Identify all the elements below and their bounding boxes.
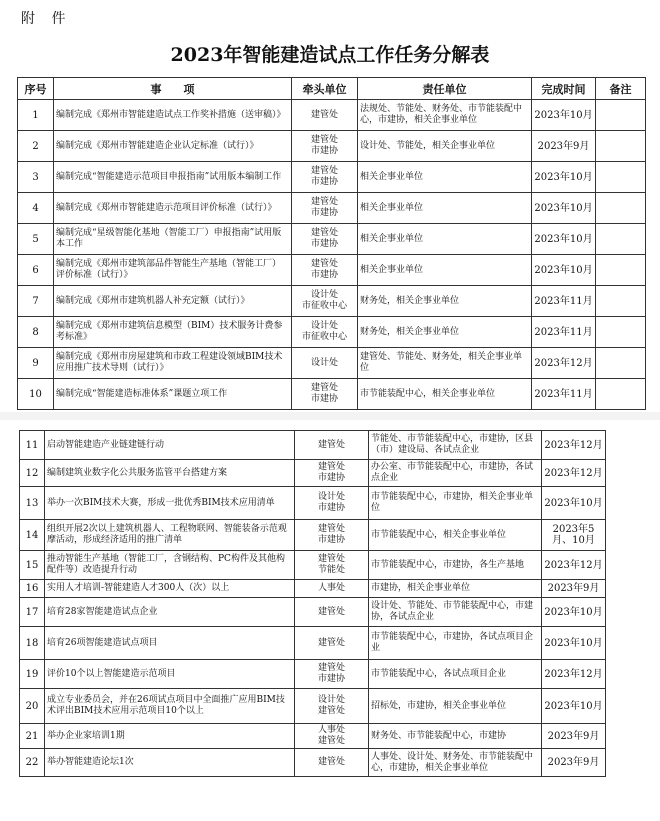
lead-unit: 建管处 市建协 <box>295 520 369 551</box>
lead-unit: 建管处 市建协 <box>292 224 358 255</box>
row-number: 17 <box>20 598 45 627</box>
row-number: 13 <box>20 487 45 520</box>
note-cell <box>596 224 646 255</box>
col-header-note: 备注 <box>596 78 646 100</box>
row-number: 16 <box>20 580 45 598</box>
completion-time: 2023年10月 <box>542 627 606 660</box>
task-item: 培育26项智能建造试点项目 <box>45 627 295 660</box>
responsible-units: 财务处、市节能装配中心，市建协 <box>369 724 542 749</box>
col-header-item: 事 项 <box>54 78 292 100</box>
row-number: 2 <box>18 131 54 162</box>
responsible-units: 相关企事业单位 <box>358 193 532 224</box>
lead-unit: 设计处 建管处 <box>295 689 369 724</box>
responsible-units: 财务处，相关企事业单位 <box>358 317 532 348</box>
task-item: 成立专业委员会，并在26项试点项目中全面推广应用BIM技术评出BIM技术应用示范项目10个以上 <box>45 689 295 724</box>
attachment-label: 附 件 <box>21 11 72 27</box>
row-number: 21 <box>20 724 45 749</box>
task-item: 培育28家智能建造试点企业 <box>45 598 295 627</box>
task-item: 编制建筑业数字化公共服务监管平台搭建方案 <box>45 460 295 487</box>
table-row <box>20 580 606 598</box>
row-number: 6 <box>18 255 54 286</box>
lead-unit: 设计处 <box>292 348 358 379</box>
table-row <box>20 551 606 580</box>
table-row <box>18 224 646 255</box>
table-row <box>18 162 646 193</box>
completion-time: 2023年12月 <box>542 460 606 487</box>
lead-unit: 建管处 <box>295 627 369 660</box>
responsible-units: 市节能装配中心，相关企事业单位 <box>358 379 532 410</box>
completion-time: 2023年9月 <box>542 749 606 777</box>
task-item: 评价10个以上智能建造示范项目 <box>45 660 295 689</box>
row-number: 8 <box>18 317 54 348</box>
completion-time: 2023年12月 <box>542 551 606 580</box>
completion-time: 2023年9月 <box>532 131 596 162</box>
note-cell <box>596 131 646 162</box>
table2-body <box>20 431 606 777</box>
completion-time: 2023年10月 <box>542 487 606 520</box>
responsible-units: 人事处、设计处、财务处、市节能装配中心，市建协，相关企事业单位 <box>369 749 542 777</box>
responsible-units: 财务处，相关企事业单位 <box>358 286 532 317</box>
task-item: 组织开展2次以上建筑机器人、工程物联网、智能装备示范观摩活动，形成经济适用的推广清单 <box>45 520 295 551</box>
task-item: 编制完成“星级智能化基地（智能工厂）申报指南”试用版本工作 <box>54 224 292 255</box>
task-item: 举办智能建造论坛1次 <box>45 749 295 777</box>
table-row <box>18 100 646 131</box>
table-row <box>20 689 606 724</box>
lead-unit: 人事处 <box>295 580 369 598</box>
lead-unit: 建管处 市建协 <box>292 255 358 286</box>
note-cell <box>596 286 646 317</box>
row-number: 12 <box>20 460 45 487</box>
row-number: 3 <box>18 162 54 193</box>
row-number: 20 <box>20 689 45 724</box>
table-row <box>20 627 606 660</box>
completion-time: 2023年10月 <box>532 255 596 286</box>
lead-unit: 建管处 节能处 <box>295 551 369 580</box>
page-title: 2023年智能建造试点工作任务分解表 <box>170 44 490 66</box>
task-item: 编制完成《郑州市智能建造示范项目评价标准（试行）》 <box>54 193 292 224</box>
note-cell <box>596 100 646 131</box>
lead-unit: 建管处 <box>295 431 369 460</box>
note-cell <box>596 162 646 193</box>
responsible-units: 相关企事业单位 <box>358 255 532 286</box>
task-item: 举办一次BIM技术大赛，形成一批优秀BIM技术应用清单 <box>45 487 295 520</box>
responsible-units: 建管处、节能处、财务处，相关企事业单位 <box>358 348 532 379</box>
col-header-lead: 牵头单位 <box>292 78 358 100</box>
lead-unit: 建管处 市建协 <box>292 131 358 162</box>
task-item: 启动智能建造产业链建链行动 <box>45 431 295 460</box>
row-number: 11 <box>20 431 45 460</box>
row-number: 18 <box>20 627 45 660</box>
responsible-units: 法规处、节能处、财务处、市节能装配中心，市建协，相关企事业单位 <box>358 100 532 131</box>
table-row <box>20 724 606 749</box>
row-number: 15 <box>20 551 45 580</box>
task-item: 编制完成《郑州市房屋建筑和市政工程建设领域BIM技术应用推广技术导则（试行）》 <box>54 348 292 379</box>
row-number: 19 <box>20 660 45 689</box>
responsible-units: 办公室、市节能装配中心，市建协，各试点企业 <box>369 460 542 487</box>
lead-unit: 设计处 市征收中心 <box>292 286 358 317</box>
lead-unit: 建管处 市建协 <box>292 193 358 224</box>
note-cell <box>596 379 646 410</box>
task-table-part2 <box>19 430 606 777</box>
table-row <box>18 348 646 379</box>
lead-unit: 建管处 <box>295 598 369 627</box>
task-item: 编制完成《郑州市建筑信息模型（BIM）技术服务计费参考标准》 <box>54 317 292 348</box>
note-cell <box>596 255 646 286</box>
responsible-units: 市节能装配中心，市建协，各试点项目企业 <box>369 627 542 660</box>
row-number: 7 <box>18 286 54 317</box>
completion-time: 2023年12月 <box>532 348 596 379</box>
completion-time: 2023年10月 <box>532 100 596 131</box>
lead-unit: 建管处 <box>292 100 358 131</box>
row-number: 4 <box>18 193 54 224</box>
task-item: 推动智能生产基地（智能工厂，含钢结构、PC构件及其他构配件等）改造提升行动 <box>45 551 295 580</box>
responsible-units: 相关企事业单位 <box>358 224 532 255</box>
responsible-units: 设计处、节能处、市节能装配中心，市建协，各试点企业 <box>369 598 542 627</box>
table-row <box>18 317 646 348</box>
lead-unit: 建管处 市建协 <box>292 379 358 410</box>
table-row <box>20 598 606 627</box>
lead-unit: 建管处 市建协 <box>292 162 358 193</box>
table1-body <box>18 100 646 410</box>
completion-time: 2023年12月 <box>542 660 606 689</box>
task-item: 编制完成《郑州市建筑部品件智能生产基地（智能工厂）评价标准（试行）》 <box>54 255 292 286</box>
responsible-units: 市节能装配中心，各试点项目企业 <box>369 660 542 689</box>
table-row <box>18 193 646 224</box>
task-item: 举办企业家培训1期 <box>45 724 295 749</box>
col-header-resp: 责任单位 <box>358 78 532 100</box>
responsible-units: 相关企事业单位 <box>358 162 532 193</box>
task-item: 编制完成《郑州市智能建造企业认定标准（试行）》 <box>54 131 292 162</box>
responsible-units: 市节能装配中心，相关企事业单位 <box>369 520 542 551</box>
note-cell <box>596 348 646 379</box>
table-row <box>18 286 646 317</box>
row-number: 5 <box>18 224 54 255</box>
responsible-units: 节能处、市节能装配中心，市建协，区县（市）建设局、各试点企业 <box>369 431 542 460</box>
col-header-no: 序号 <box>18 78 54 100</box>
table-row <box>20 460 606 487</box>
completion-time: 2023年11月 <box>532 379 596 410</box>
completion-time: 2023年10月 <box>532 193 596 224</box>
completion-time: 2023年10月 <box>542 689 606 724</box>
completion-time: 2023年11月 <box>532 286 596 317</box>
lead-unit: 设计处 市建协 <box>295 487 369 520</box>
responsible-units: 市节能装配中心，市建协，相关企事业单位 <box>369 487 542 520</box>
lead-unit: 建管处 市建协 <box>295 660 369 689</box>
completion-time: 2023年9月 <box>542 724 606 749</box>
lead-unit: 设计处 市征收中心 <box>292 317 358 348</box>
responsible-units: 设计处、节能处，相关企事业单位 <box>358 131 532 162</box>
table-header-row <box>18 78 646 100</box>
table-row <box>18 255 646 286</box>
task-item: 编制完成《郑州市建筑机器人补充定额（试行）》 <box>54 286 292 317</box>
responsible-units: 招标处，市建协，相关企事业单位 <box>369 689 542 724</box>
table-row <box>20 520 606 551</box>
completion-time: 2023年9月 <box>542 580 606 598</box>
row-number: 1 <box>18 100 54 131</box>
row-number: 14 <box>20 520 45 551</box>
task-item: 实用人才培训-智能建造人才300人（次）以上 <box>45 580 295 598</box>
table-row <box>18 379 646 410</box>
row-number: 9 <box>18 348 54 379</box>
table-row <box>18 131 646 162</box>
task-table-part1 <box>17 77 646 410</box>
note-cell <box>596 193 646 224</box>
table-row <box>20 749 606 777</box>
completion-time: 2023年10月 <box>542 598 606 627</box>
note-cell <box>596 317 646 348</box>
page-separator <box>0 412 660 420</box>
row-number: 10 <box>18 379 54 410</box>
lead-unit: 建管处 <box>295 749 369 777</box>
col-header-time: 完成时间 <box>532 78 596 100</box>
completion-time: 2023年12月 <box>542 431 606 460</box>
completion-time: 2023年10月 <box>532 162 596 193</box>
lead-unit: 人事处 建管处 <box>295 724 369 749</box>
lead-unit: 建管处 市建协 <box>295 460 369 487</box>
table-row <box>20 660 606 689</box>
table-row <box>20 487 606 520</box>
row-number: 22 <box>20 749 45 777</box>
table-row <box>20 431 606 460</box>
task-item: 编制完成“智能建造标准体系”课题立项工作 <box>54 379 292 410</box>
task-item: 编制完成“智能建造示范项目申报指南”试用版本编制工作 <box>54 162 292 193</box>
completion-time: 2023年11月 <box>532 317 596 348</box>
completion-time: 2023年5月、10月 <box>542 520 606 551</box>
responsible-units: 市节能装配中心，市建协，各生产基地 <box>369 551 542 580</box>
completion-time: 2023年10月 <box>532 224 596 255</box>
task-item: 编制完成《郑州市智能建造试点工作奖补措施（送审稿）》 <box>54 100 292 131</box>
responsible-units: 市建协，相关企事业单位 <box>369 580 542 598</box>
